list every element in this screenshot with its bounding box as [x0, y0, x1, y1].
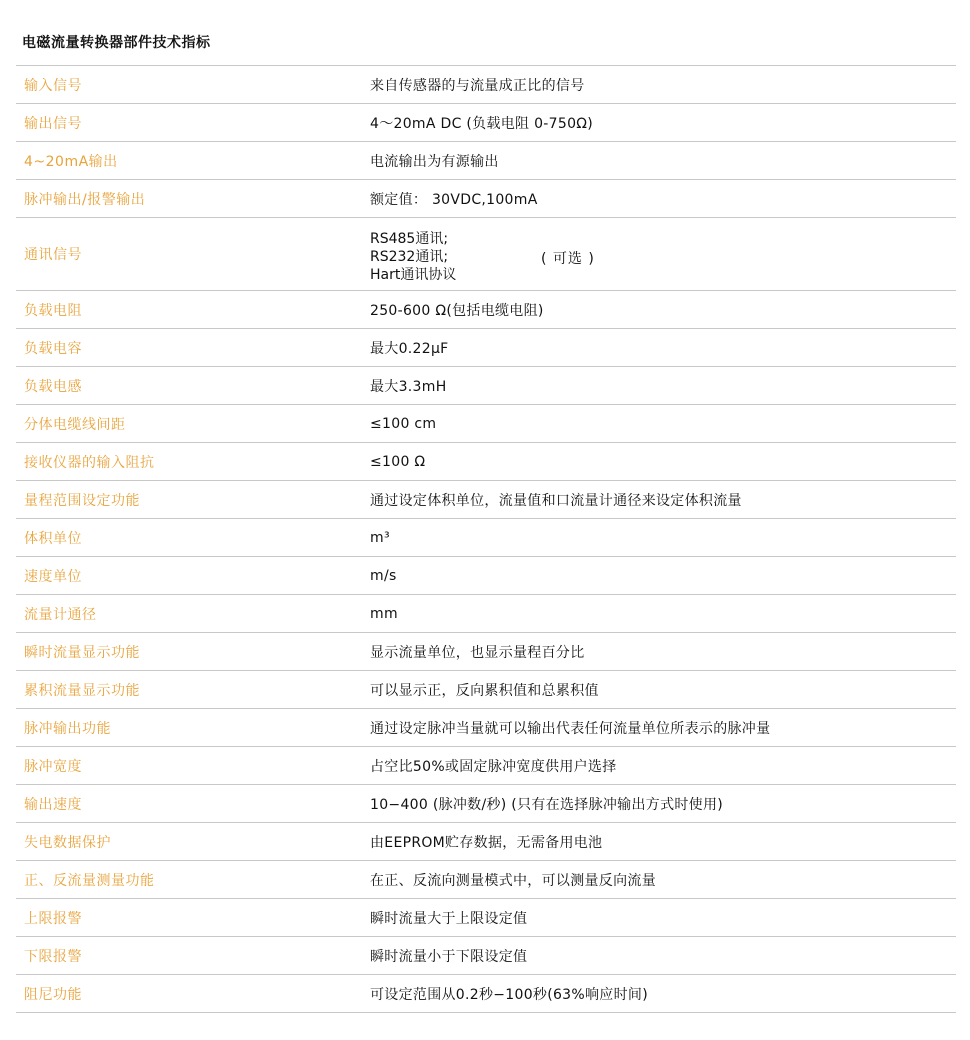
row-value: ≤100 Ω [370, 453, 426, 470]
spec-row-load-inductance [16, 367, 956, 405]
row-value: 瞬时流量大于上限设定值 [370, 910, 528, 927]
row-value: 瞬时流量小于下限设定值 [370, 948, 528, 965]
spec-row-volume-unit [16, 519, 956, 557]
row-value: m³ [370, 529, 390, 546]
comm-line-hart: Hart通讯协议 [370, 267, 457, 283]
row-value: m/s [370, 567, 397, 584]
spec-row-current-output [16, 142, 956, 180]
row-label: 脉冲输出功能 [24, 720, 111, 737]
spec-row-lower-alarm [16, 937, 956, 975]
row-value: mm [370, 605, 398, 622]
row-label: 脉冲输出/报警输出 [24, 191, 146, 208]
spec-row-load-resistance [16, 291, 956, 329]
row-label: 负载电阻 [24, 302, 82, 319]
row-value: 10−400 (脉冲数/秒) (只有在选择脉冲输出方式时使用) [370, 796, 724, 813]
row-label: 下限报警 [24, 948, 82, 965]
row-label: 脉冲宽度 [24, 758, 82, 775]
row-value: 250-600 Ω(包括电缆电阻) [370, 302, 544, 319]
row-value: 由EEPROM贮存数据，无需备用电池 [370, 834, 603, 851]
spec-row-pulse-alarm-output [16, 180, 956, 218]
spec-row-output-signal [16, 104, 956, 142]
row-value: 可以显示正，反向累积值和总累积值 [370, 682, 599, 699]
row-label: 负载电感 [24, 378, 82, 395]
row-value: 4～20mA DC (负载电阻 0-750Ω) [370, 115, 594, 132]
row-label: 累积流量显示功能 [24, 682, 140, 699]
row-label: 分体电缆线间距 [24, 416, 126, 433]
row-value-lines [370, 230, 456, 284]
spec-row-meter-diameter [16, 595, 956, 633]
row-label: 正、反流量测量功能 [24, 872, 155, 889]
spec-row-pulse-output-function [16, 709, 956, 747]
row-label: 输出速度 [24, 796, 82, 813]
spec-row-cable-spacing [16, 405, 956, 443]
row-value: 通过设定脉冲当量就可以输出代表任何流量单位所表示的脉冲量 [370, 720, 771, 737]
comm-line-rs232: RS232通讯; [370, 249, 449, 265]
row-label: 上限报警 [24, 910, 82, 927]
spec-row-instant-flow-display [16, 633, 956, 671]
row-value: 最大3.3mH [370, 378, 447, 395]
optional-note: ( 可选 ) [541, 251, 595, 267]
row-label: 输入信号 [24, 77, 82, 94]
spec-row-pulse-width [16, 747, 956, 785]
spec-row-bidirectional-measurement [16, 861, 956, 899]
row-label: 流量计通径 [24, 606, 97, 623]
row-label: 瞬时流量显示功能 [24, 644, 140, 661]
spec-table [16, 65, 956, 1013]
row-label: 量程范围设定功能 [24, 492, 140, 509]
row-label: 通讯信号 [24, 247, 82, 263]
spec-row-output-speed [16, 785, 956, 823]
row-label: 阻尼功能 [24, 986, 82, 1003]
row-label: 接收仪器的输入阻抗 [24, 454, 155, 471]
spec-row-upper-alarm [16, 899, 956, 937]
spec-row-input-impedance [16, 443, 956, 481]
row-value: 可设定范围从0.2秒−100秒(63%响应时间) [370, 986, 648, 1003]
row-value: 显示流量单位，也显示量程百分比 [370, 644, 585, 661]
row-label: 体积单位 [24, 530, 82, 547]
spec-row-input-signal [16, 66, 956, 104]
spec-row-damping [16, 975, 956, 1013]
row-value: 通过设定体积单位，流量值和口流量计通径来设定体积流量 [370, 492, 742, 509]
row-value: 电流输出为有源输出 [370, 153, 499, 170]
spec-row-communication [16, 218, 956, 291]
row-label: 输出信号 [24, 115, 82, 132]
spec-row-power-loss-protection [16, 823, 956, 861]
row-value: 最大0.22μF [370, 340, 449, 357]
spec-row-load-capacitance [16, 329, 956, 367]
row-value: 额定值： 30VDC,100mA [370, 191, 538, 208]
row-value: ≤100 cm [370, 415, 437, 432]
row-label: 失电数据保护 [24, 834, 111, 851]
page-title: 电磁流量转换器部件技术指标 [22, 35, 211, 51]
row-label: 负载电容 [24, 340, 82, 357]
spec-row-velocity-unit [16, 557, 956, 595]
row-value: 占空比50%或固定脉冲宽度供用户选择 [370, 758, 617, 775]
row-label: 4~20mA输出 [24, 153, 118, 170]
comm-line-rs485: RS485通讯; [370, 231, 449, 247]
spec-row-total-flow-display [16, 671, 956, 709]
row-value: 在正、反流向测量模式中，可以测量反向流量 [370, 872, 656, 889]
spec-row-range-setting [16, 481, 956, 519]
row-value: 来自传感器的与流量成正比的信号 [370, 77, 585, 94]
row-label: 速度单位 [24, 568, 82, 585]
